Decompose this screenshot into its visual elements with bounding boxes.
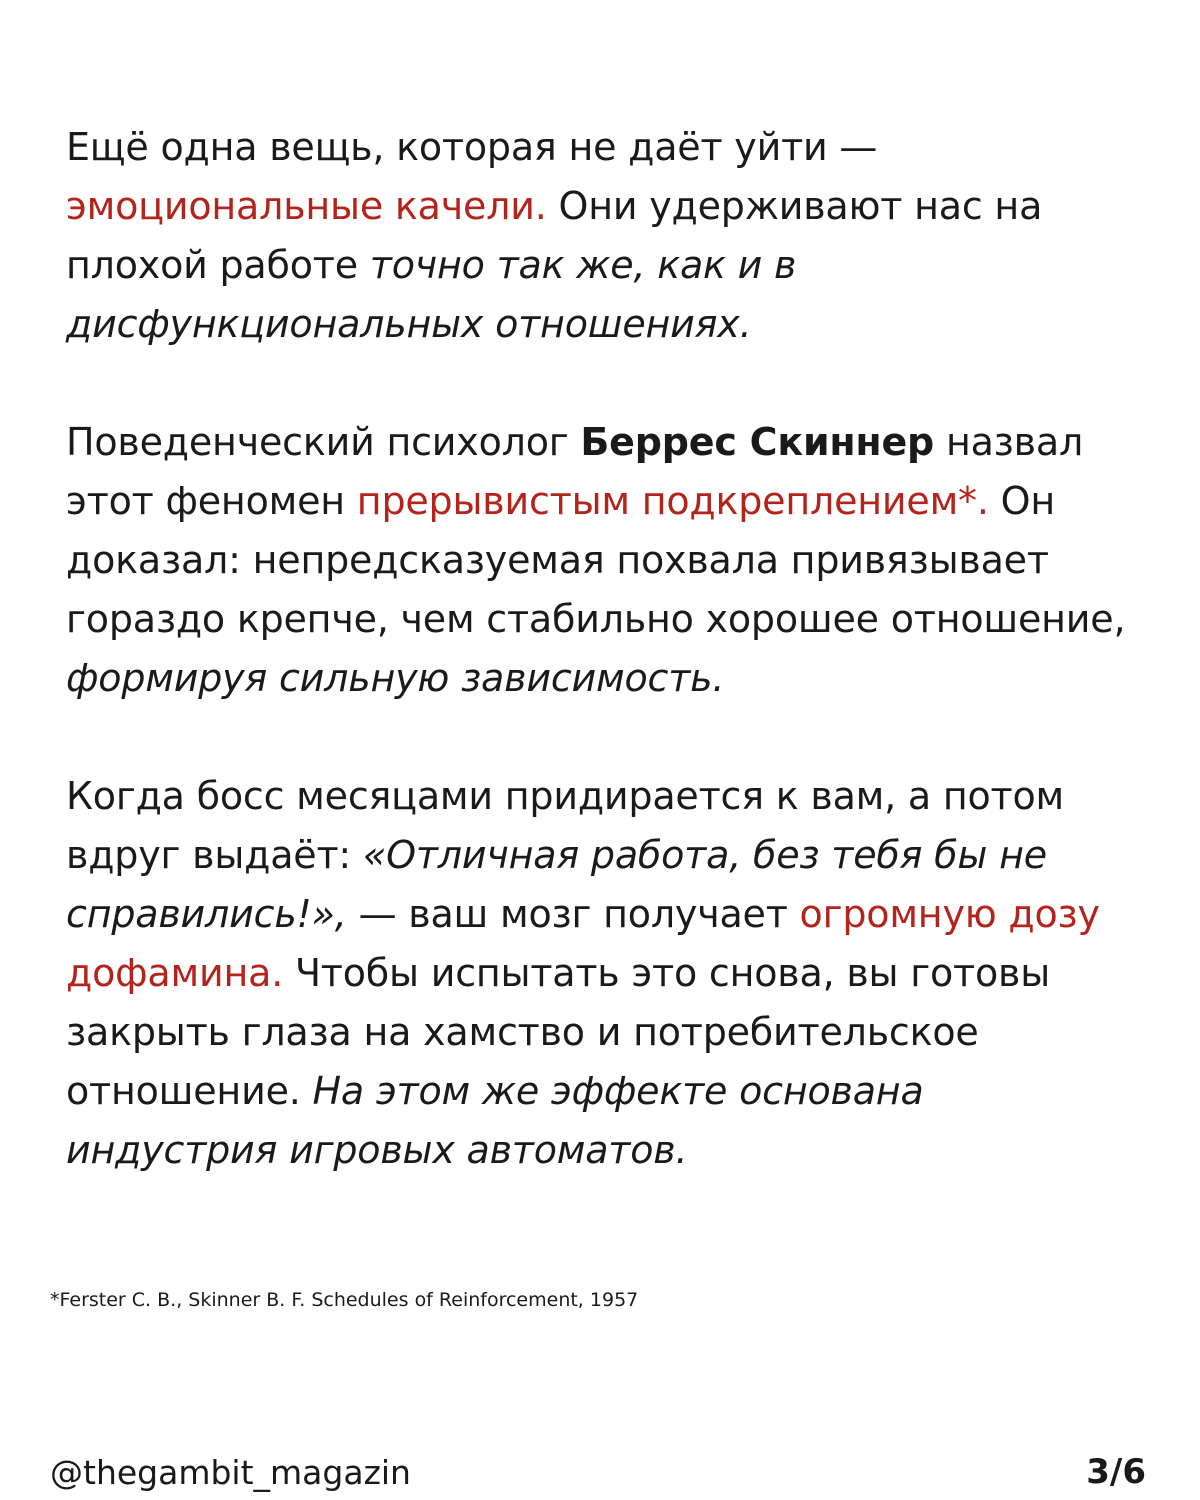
p2-italic-dependency: формируя сильную зависимость. — [66, 656, 725, 700]
p1-text-1: Ещё одна вещь, которая не даёт уйти — — [66, 125, 878, 169]
p3-italic-slot-machines: На этом же эффекте основана индустрия игровых автоматов. — [66, 1069, 924, 1172]
page-indicator: 3/6 — [1086, 1452, 1146, 1492]
footnote: *Ferster C. B., Skinner B. F. Schedules of Reinforcement, 1957 — [50, 1289, 639, 1311]
paragraph-2 — [66, 413, 1146, 708]
p3-text-1: Когда босс месяцами придирается к вам, а потом вдруг выдаёт: — [66, 774, 1065, 877]
p1-highlight-emotional-swings: эмоциональные качели. — [66, 184, 547, 228]
paragraph-3 — [66, 767, 1146, 1180]
paragraph-1 — [66, 118, 1146, 354]
footer — [50, 1452, 1146, 1492]
p2-text-3: Он доказал: непредсказуемая похвала привязывает гораздо крепче, чем стабильно хорошее отношение, — [66, 479, 1126, 641]
account-handle: @thegambit_magazin — [50, 1452, 411, 1492]
p3-text-2: — ваш мозг получает — [346, 892, 800, 936]
p3-italic-quote: «Отличная работа, без тебя бы не справились!», — [66, 833, 1047, 936]
p3-highlight-dopamine: огромную дозу дофамина. — [66, 892, 1100, 995]
p3-text-3: Чтобы испытать это снова, вы готовы закрыть глаза на хамство и потребительское отношение. — [66, 951, 1050, 1113]
p2-highlight-reinforcement: прерывистым подкреплением*. — [356, 479, 989, 523]
p1-text-2: Они удерживают нас на плохой работе — [66, 184, 1043, 287]
p2-bold-skinner: Беррес Скиннер — [580, 420, 935, 464]
p1-italic-relationships: точно так же, как и в дисфункциональных отношениях. — [66, 243, 797, 346]
p2-text-1: Поведенческий психолог — [66, 420, 581, 464]
article-body — [66, 118, 1146, 1180]
p2-text-2: назвал этот феномен — [66, 420, 1084, 523]
